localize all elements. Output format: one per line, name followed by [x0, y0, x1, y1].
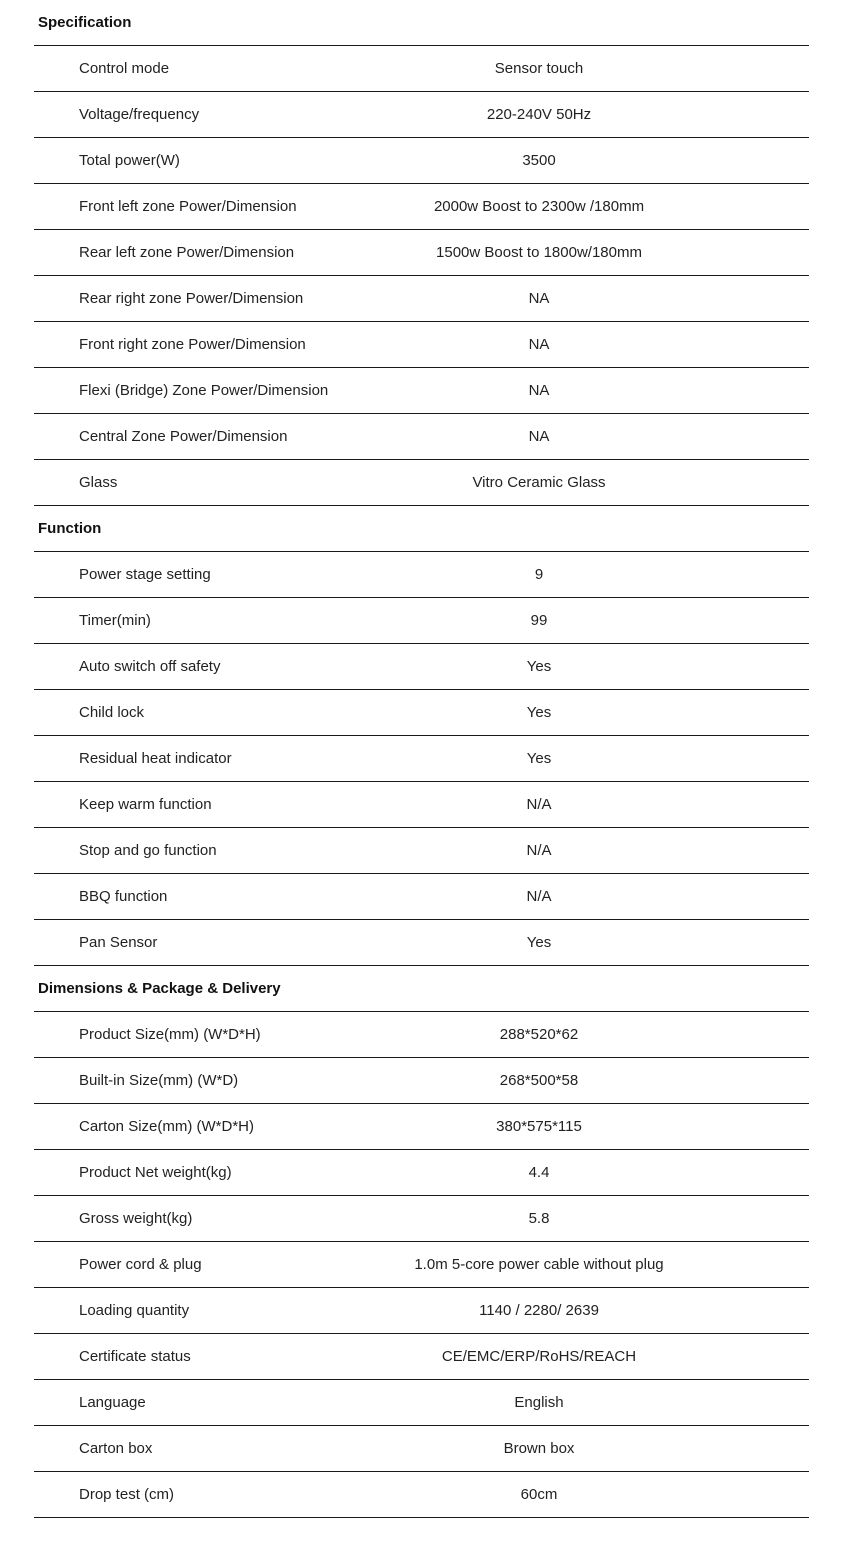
table-row — [34, 1426, 809, 1472]
table-row — [34, 874, 809, 920]
row-value: 2000w Boost to 2300w /180mm — [433, 198, 645, 215]
row-label: Auto switch off safety — [79, 658, 221, 675]
row-label: Gross weight(kg) — [79, 1210, 193, 1227]
row-label: Central Zone Power/Dimension — [79, 428, 288, 445]
table-row — [34, 1058, 809, 1104]
row-value: Yes — [526, 934, 552, 951]
row-label: Language — [79, 1394, 146, 1411]
row-label: Product Net weight(kg) — [79, 1164, 232, 1181]
table-row — [34, 1242, 809, 1288]
table-row — [34, 414, 809, 460]
table-row — [34, 828, 809, 874]
section-title: Specification — [38, 14, 132, 31]
row-value: 99 — [530, 612, 548, 629]
row-value: Yes — [526, 750, 552, 767]
table-row — [34, 1334, 809, 1380]
table-row — [34, 736, 809, 782]
section-header-dimensions — [34, 966, 809, 1012]
row-value: 5.8 — [528, 1210, 550, 1227]
row-value: 220-240V 50Hz — [486, 106, 592, 123]
row-value: N/A — [526, 842, 552, 859]
row-value: Yes — [526, 704, 552, 721]
row-label: Pan Sensor — [79, 934, 158, 951]
row-value: 1140 / 2280/ 2639 — [479, 1302, 599, 1319]
row-value: NA — [528, 290, 550, 307]
row-label: Product Size(mm) (W*D*H) — [79, 1026, 261, 1043]
row-label: Built-in Size(mm) (W*D) — [79, 1072, 239, 1089]
row-label: Keep warm function — [79, 796, 212, 813]
row-value: 1.0m 5-core power cable without plug — [414, 1256, 664, 1273]
row-label: Timer(min) — [79, 612, 151, 629]
table-row — [34, 1012, 809, 1058]
row-value: Brown box — [503, 1440, 575, 1457]
table-row — [34, 690, 809, 736]
row-value: 1500w Boost to 1800w/180mm — [436, 244, 642, 261]
row-value: Sensor touch — [494, 60, 584, 77]
row-label: Carton box — [79, 1440, 153, 1457]
row-label: Rear left zone Power/Dimension — [79, 244, 295, 261]
section-header-function — [34, 506, 809, 552]
table-row — [34, 276, 809, 322]
row-label: Carton Size(mm) (W*D*H) — [79, 1118, 255, 1135]
table-row — [34, 1150, 809, 1196]
table-row — [34, 322, 809, 368]
table-row — [34, 644, 809, 690]
row-value: CE/EMC/ERP/RoHS/REACH — [441, 1348, 637, 1365]
row-label: BBQ function — [79, 888, 168, 905]
row-label: Voltage/frequency — [79, 106, 200, 123]
row-value: N/A — [526, 796, 552, 813]
table-row — [34, 46, 809, 92]
row-label: Loading quantity — [79, 1302, 190, 1319]
table-row — [34, 1288, 809, 1334]
row-label: Power cord & plug — [79, 1256, 202, 1273]
row-label: Rear right zone Power/Dimension — [79, 290, 304, 307]
table-row — [34, 184, 809, 230]
row-label: Certificate status — [79, 1348, 191, 1365]
row-label: Stop and go function — [79, 842, 217, 859]
row-value: NA — [528, 428, 550, 445]
table-row — [34, 1104, 809, 1150]
table-row — [34, 552, 809, 598]
section-title: Function — [38, 520, 102, 537]
row-value: N/A — [526, 888, 552, 905]
row-value: 3500 — [522, 152, 556, 169]
table-row — [34, 782, 809, 828]
row-value: English — [514, 1394, 564, 1411]
row-value: 60cm — [520, 1486, 558, 1503]
table-row — [34, 1472, 809, 1518]
row-label: Flexi (Bridge) Zone Power/Dimension — [79, 382, 329, 399]
table-row — [34, 598, 809, 644]
row-value: 268*500*58 — [499, 1072, 579, 1089]
table-row — [34, 368, 809, 414]
section-title: Dimensions & Package & Delivery — [38, 980, 281, 997]
row-value: 4.4 — [528, 1164, 550, 1181]
row-value: 288*520*62 — [499, 1026, 579, 1043]
row-label: Front left zone Power/Dimension — [79, 198, 297, 215]
table-row — [34, 920, 809, 966]
table-row — [34, 1380, 809, 1426]
row-label: Residual heat indicator — [79, 750, 232, 767]
row-value: NA — [528, 336, 550, 353]
row-label: Glass — [79, 474, 118, 491]
row-value: NA — [528, 382, 550, 399]
table-row — [34, 92, 809, 138]
table-row — [34, 230, 809, 276]
row-label: Power stage setting — [79, 566, 211, 583]
table-row — [34, 460, 809, 506]
table-row — [34, 138, 809, 184]
row-value: 9 — [534, 566, 544, 583]
section-header-specification — [34, 0, 809, 46]
row-value: Yes — [526, 658, 552, 675]
row-value: 380*575*115 — [496, 1118, 582, 1135]
row-label: Front right zone Power/Dimension — [79, 336, 306, 353]
row-label: Drop test (cm) — [79, 1486, 175, 1503]
row-value: Vitro Ceramic Glass — [472, 474, 606, 491]
row-label: Control mode — [79, 60, 170, 77]
table-row — [34, 1196, 809, 1242]
row-label: Total power(W) — [79, 152, 180, 169]
spec-table — [34, 0, 809, 1518]
row-label: Child lock — [79, 704, 145, 721]
